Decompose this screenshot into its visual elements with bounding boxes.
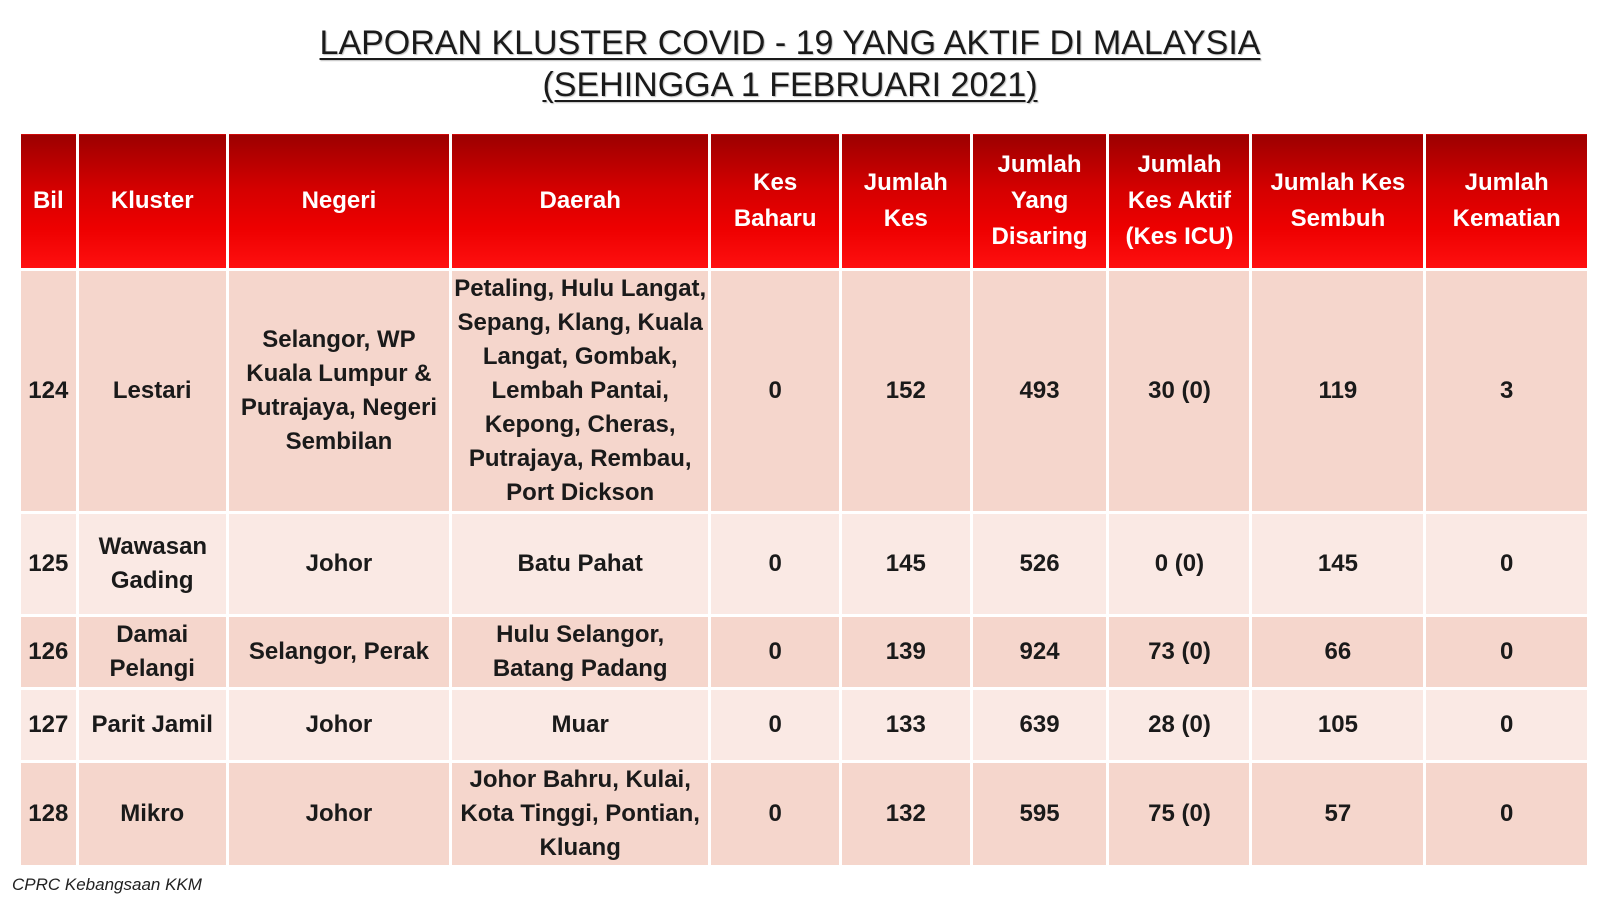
header-daerah: Daerah: [451, 133, 710, 270]
cell-jumlah-kes-sembuh: 57: [1251, 762, 1425, 867]
cell-bil: 125: [20, 513, 78, 616]
table-row: [20, 513, 1589, 616]
header-kluster: Kluster: [77, 133, 227, 270]
table-row: [20, 689, 1589, 762]
header-jumlah-kematian: Jumlah Kematian: [1425, 133, 1589, 270]
cell-jumlah-kematian: 0: [1425, 762, 1589, 867]
cell-kes-baharu: 0: [710, 689, 841, 762]
cell-bil: 126: [20, 616, 78, 689]
cell-jumlah-kes-aktif: 75 (0): [1108, 762, 1251, 867]
cell-jumlah-kes-aktif: 73 (0): [1108, 616, 1251, 689]
header-kes-baharu: Kes Baharu: [710, 133, 841, 270]
report-title-line1: LAPORAN KLUSTER COVID - 19 YANG AKTIF DI MALAYSIA: [319, 24, 1261, 62]
cell-negeri: Johor: [227, 762, 450, 867]
cell-kes-baharu: 0: [710, 270, 841, 513]
cell-kluster: Wawasan Gading: [77, 513, 227, 616]
cell-jumlah-kes: 152: [840, 270, 971, 513]
report-title: [0, 22, 1580, 106]
table-row: [20, 270, 1589, 513]
cell-kluster: Parit Jamil: [77, 689, 227, 762]
cell-kluster: Lestari: [77, 270, 227, 513]
cell-daerah: Johor Bahru, Kulai, Kota Tinggi, Pontian, Kluang: [451, 762, 710, 867]
cell-jumlah-kes-sembuh: 66: [1251, 616, 1425, 689]
cell-jumlah-kematian: 0: [1425, 616, 1589, 689]
cell-kluster: Damai Pelangi: [77, 616, 227, 689]
cell-daerah: Petaling, Hulu Langat, Sepang, Klang, Kuala Langat, Gombak, Lembah Pantai, Kepong, Cheras, Putrajaya, Rembau, Port Dickson: [451, 270, 710, 513]
cell-jumlah-kematian: 0: [1425, 513, 1589, 616]
cell-jumlah-yang-disaring: 595: [971, 762, 1108, 867]
header-negeri: Negeri: [227, 133, 450, 270]
cell-jumlah-kes-aktif: 30 (0): [1108, 270, 1251, 513]
cell-jumlah-yang-disaring: 639: [971, 689, 1108, 762]
cell-jumlah-kes-sembuh: 145: [1251, 513, 1425, 616]
cell-kes-baharu: 0: [710, 616, 841, 689]
header-jumlah-yang-disaring: Jumlah Yang Disaring: [971, 133, 1108, 270]
table-row: [20, 616, 1589, 689]
cell-daerah: Hulu Selangor, Batang Padang: [451, 616, 710, 689]
cell-jumlah-yang-disaring: 493: [971, 270, 1108, 513]
cell-jumlah-kematian: 3: [1425, 270, 1589, 513]
cell-jumlah-yang-disaring: 924: [971, 616, 1108, 689]
cell-jumlah-kes-aktif: 0 (0): [1108, 513, 1251, 616]
report-title-line2: (SEHINGGA 1 FEBRUARI 2021): [542, 66, 1038, 104]
cell-bil: 127: [20, 689, 78, 762]
table-row: [20, 762, 1589, 867]
cell-jumlah-kes: 132: [840, 762, 971, 867]
cell-jumlah-kes-aktif: 28 (0): [1108, 689, 1251, 762]
header-jumlah-kes: Jumlah Kes: [840, 133, 971, 270]
source-note: CPRC Kebangsaan KKM: [12, 875, 202, 894]
cell-jumlah-kes-sembuh: 119: [1251, 270, 1425, 513]
cell-jumlah-kematian: 0: [1425, 689, 1589, 762]
cell-negeri: Johor: [227, 513, 450, 616]
cell-jumlah-kes: 133: [840, 689, 971, 762]
cell-jumlah-kes: 145: [840, 513, 971, 616]
header-bil: Bil: [20, 133, 78, 270]
cell-bil: 128: [20, 762, 78, 867]
cluster-table: [18, 131, 1590, 868]
header-jumlah-kes-sembuh: Jumlah Kes Sembuh: [1251, 133, 1425, 270]
cell-negeri: Selangor, WP Kuala Lumpur & Putrajaya, Negeri Sembilan: [227, 270, 450, 513]
cell-kes-baharu: 0: [710, 762, 841, 867]
cell-jumlah-kes-sembuh: 105: [1251, 689, 1425, 762]
table-header-row: [20, 133, 1589, 270]
cell-daerah: Batu Pahat: [451, 513, 710, 616]
cell-kes-baharu: 0: [710, 513, 841, 616]
cell-negeri: Johor: [227, 689, 450, 762]
cell-jumlah-kes: 139: [840, 616, 971, 689]
cell-bil: 124: [20, 270, 78, 513]
header-jumlah-kes-aktif: Jumlah Kes Aktif (Kes ICU): [1108, 133, 1251, 270]
cell-daerah: Muar: [451, 689, 710, 762]
cell-kluster: Mikro: [77, 762, 227, 867]
cell-jumlah-yang-disaring: 526: [971, 513, 1108, 616]
cell-negeri: Selangor, Perak: [227, 616, 450, 689]
